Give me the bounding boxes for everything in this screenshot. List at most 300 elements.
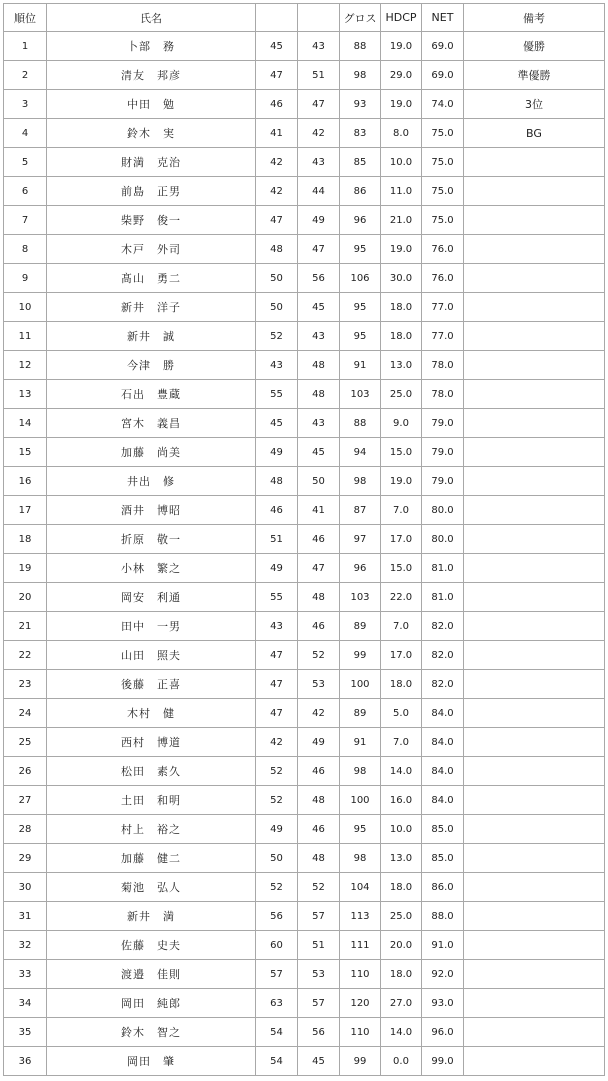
cell-out: 52: [256, 786, 298, 815]
cell-in: 46: [298, 757, 340, 786]
cell-name: 髙山 勇二: [47, 264, 256, 293]
table-row: [4, 902, 605, 931]
cell-net: 78.0: [422, 380, 464, 409]
results-body: [4, 32, 605, 1076]
cell-gross: 120: [340, 989, 381, 1018]
cell-name: 渡邉 佳則: [47, 960, 256, 989]
cell-gross: 103: [340, 583, 381, 612]
cell-net: 81.0: [422, 554, 464, 583]
cell-name: 後藤 正喜: [47, 670, 256, 699]
cell-rank: 10: [4, 293, 47, 322]
cell-gross: 83: [340, 119, 381, 148]
cell-gross: 95: [340, 322, 381, 351]
cell-out: 49: [256, 554, 298, 583]
cell-note: [464, 931, 605, 960]
cell-out: 49: [256, 438, 298, 467]
cell-in: 57: [298, 989, 340, 1018]
cell-in: 49: [298, 206, 340, 235]
cell-gross: 88: [340, 32, 381, 61]
cell-in: 48: [298, 786, 340, 815]
cell-note: [464, 583, 605, 612]
cell-name: 菊池 弘人: [47, 873, 256, 902]
cell-hdcp: 20.0: [381, 931, 422, 960]
cell-note: [464, 322, 605, 351]
cell-note: BG: [464, 119, 605, 148]
cell-gross: 96: [340, 554, 381, 583]
cell-hdcp: 22.0: [381, 583, 422, 612]
cell-in: 46: [298, 612, 340, 641]
cell-rank: 29: [4, 844, 47, 873]
cell-note: [464, 148, 605, 177]
cell-rank: 25: [4, 728, 47, 757]
cell-note: [464, 1047, 605, 1076]
cell-out: 54: [256, 1047, 298, 1076]
table-row: [4, 583, 605, 612]
cell-rank: 20: [4, 583, 47, 612]
cell-in: 56: [298, 264, 340, 293]
cell-name: 前島 正男: [47, 177, 256, 206]
cell-in: 57: [298, 902, 340, 931]
cell-net: 91.0: [422, 931, 464, 960]
cell-in: 41: [298, 496, 340, 525]
header-note: 備考: [464, 4, 605, 32]
cell-name: 土田 和明: [47, 786, 256, 815]
cell-note: [464, 641, 605, 670]
cell-net: 75.0: [422, 206, 464, 235]
cell-gross: 98: [340, 844, 381, 873]
cell-rank: 1: [4, 32, 47, 61]
cell-hdcp: 17.0: [381, 525, 422, 554]
table-row: [4, 177, 605, 206]
cell-out: 48: [256, 235, 298, 264]
cell-in: 52: [298, 641, 340, 670]
cell-net: 79.0: [422, 409, 464, 438]
cell-gross: 98: [340, 757, 381, 786]
cell-out: 43: [256, 612, 298, 641]
cell-net: 69.0: [422, 32, 464, 61]
cell-rank: 7: [4, 206, 47, 235]
cell-rank: 13: [4, 380, 47, 409]
cell-out: 47: [256, 206, 298, 235]
cell-name: 鈴木 実: [47, 119, 256, 148]
cell-gross: 91: [340, 351, 381, 380]
table-row: [4, 989, 605, 1018]
header-in: [298, 4, 340, 32]
cell-net: 82.0: [422, 641, 464, 670]
cell-hdcp: 7.0: [381, 728, 422, 757]
header-row: [4, 4, 605, 32]
cell-gross: 91: [340, 728, 381, 757]
cell-hdcp: 8.0: [381, 119, 422, 148]
table-row: [4, 612, 605, 641]
cell-gross: 100: [340, 670, 381, 699]
cell-out: 54: [256, 1018, 298, 1047]
cell-net: 79.0: [422, 438, 464, 467]
header-name: 氏名: [47, 4, 256, 32]
cell-in: 56: [298, 1018, 340, 1047]
cell-rank: 34: [4, 989, 47, 1018]
cell-gross: 103: [340, 380, 381, 409]
cell-hdcp: 16.0: [381, 786, 422, 815]
cell-net: 85.0: [422, 815, 464, 844]
cell-gross: 93: [340, 90, 381, 119]
cell-in: 47: [298, 554, 340, 583]
table-row: [4, 409, 605, 438]
cell-net: 99.0: [422, 1047, 464, 1076]
table-row: [4, 32, 605, 61]
cell-out: 57: [256, 960, 298, 989]
table-row: [4, 293, 605, 322]
cell-rank: 23: [4, 670, 47, 699]
cell-out: 63: [256, 989, 298, 1018]
cell-out: 55: [256, 380, 298, 409]
cell-name: 卜部 務: [47, 32, 256, 61]
cell-name: 新井 満: [47, 902, 256, 931]
cell-name: 柴野 俊一: [47, 206, 256, 235]
cell-out: 41: [256, 119, 298, 148]
cell-in: 48: [298, 844, 340, 873]
cell-out: 51: [256, 525, 298, 554]
cell-hdcp: 19.0: [381, 90, 422, 119]
cell-hdcp: 14.0: [381, 1018, 422, 1047]
table-row: [4, 148, 605, 177]
header-net: NET: [422, 4, 464, 32]
cell-rank: 5: [4, 148, 47, 177]
cell-rank: 27: [4, 786, 47, 815]
cell-out: 43: [256, 351, 298, 380]
cell-hdcp: 19.0: [381, 32, 422, 61]
cell-hdcp: 19.0: [381, 467, 422, 496]
cell-in: 53: [298, 670, 340, 699]
cell-rank: 30: [4, 873, 47, 902]
cell-gross: 95: [340, 235, 381, 264]
cell-name: 今津 勝: [47, 351, 256, 380]
table-row: [4, 496, 605, 525]
table-row: [4, 554, 605, 583]
cell-name: 松田 素久: [47, 757, 256, 786]
cell-net: 84.0: [422, 728, 464, 757]
cell-note: [464, 235, 605, 264]
cell-out: 42: [256, 177, 298, 206]
cell-name: 岡田 純郎: [47, 989, 256, 1018]
cell-note: [464, 554, 605, 583]
cell-hdcp: 14.0: [381, 757, 422, 786]
cell-hdcp: 18.0: [381, 873, 422, 902]
cell-net: 75.0: [422, 119, 464, 148]
cell-in: 47: [298, 90, 340, 119]
cell-gross: 99: [340, 641, 381, 670]
cell-net: 79.0: [422, 467, 464, 496]
cell-net: 84.0: [422, 699, 464, 728]
cell-hdcp: 7.0: [381, 612, 422, 641]
cell-rank: 6: [4, 177, 47, 206]
cell-rank: 11: [4, 322, 47, 351]
cell-note: [464, 525, 605, 554]
cell-note: [464, 1018, 605, 1047]
cell-gross: 89: [340, 699, 381, 728]
table-row: [4, 815, 605, 844]
cell-hdcp: 29.0: [381, 61, 422, 90]
cell-hdcp: 25.0: [381, 380, 422, 409]
cell-hdcp: 7.0: [381, 496, 422, 525]
cell-in: 51: [298, 61, 340, 90]
table-row: [4, 351, 605, 380]
cell-name: 中田 勉: [47, 90, 256, 119]
cell-net: 96.0: [422, 1018, 464, 1047]
cell-gross: 100: [340, 786, 381, 815]
cell-hdcp: 21.0: [381, 206, 422, 235]
cell-name: 西村 博道: [47, 728, 256, 757]
table-row: [4, 206, 605, 235]
cell-note: [464, 496, 605, 525]
cell-rank: 33: [4, 960, 47, 989]
cell-out: 48: [256, 467, 298, 496]
cell-rank: 22: [4, 641, 47, 670]
cell-in: 51: [298, 931, 340, 960]
cell-gross: 97: [340, 525, 381, 554]
cell-net: 92.0: [422, 960, 464, 989]
cell-out: 42: [256, 728, 298, 757]
cell-hdcp: 10.0: [381, 815, 422, 844]
table-row: [4, 322, 605, 351]
cell-gross: 111: [340, 931, 381, 960]
header-out: [256, 4, 298, 32]
cell-gross: 110: [340, 960, 381, 989]
cell-out: 52: [256, 873, 298, 902]
cell-name: 山田 照夫: [47, 641, 256, 670]
cell-note: [464, 409, 605, 438]
cell-rank: 14: [4, 409, 47, 438]
cell-out: 52: [256, 757, 298, 786]
cell-hdcp: 10.0: [381, 148, 422, 177]
cell-rank: 12: [4, 351, 47, 380]
cell-rank: 4: [4, 119, 47, 148]
cell-name: 加藤 健二: [47, 844, 256, 873]
cell-rank: 21: [4, 612, 47, 641]
cell-note: [464, 989, 605, 1018]
cell-note: [464, 351, 605, 380]
table-row: [4, 525, 605, 554]
cell-rank: 16: [4, 467, 47, 496]
cell-gross: 94: [340, 438, 381, 467]
cell-net: 75.0: [422, 148, 464, 177]
table-row: [4, 786, 605, 815]
cell-net: 88.0: [422, 902, 464, 931]
cell-hdcp: 15.0: [381, 438, 422, 467]
cell-rank: 17: [4, 496, 47, 525]
cell-rank: 8: [4, 235, 47, 264]
cell-gross: 89: [340, 612, 381, 641]
cell-hdcp: 27.0: [381, 989, 422, 1018]
cell-in: 50: [298, 467, 340, 496]
cell-note: [464, 467, 605, 496]
cell-note: [464, 960, 605, 989]
cell-rank: 26: [4, 757, 47, 786]
cell-note: [464, 844, 605, 873]
cell-rank: 24: [4, 699, 47, 728]
cell-in: 43: [298, 148, 340, 177]
results-table: [3, 3, 605, 1076]
cell-in: 45: [298, 1047, 340, 1076]
cell-note: 準優勝: [464, 61, 605, 90]
cell-note: [464, 612, 605, 641]
table-row: [4, 119, 605, 148]
cell-note: [464, 264, 605, 293]
cell-name: 木戸 外司: [47, 235, 256, 264]
cell-rank: 32: [4, 931, 47, 960]
cell-name: 酒井 博昭: [47, 496, 256, 525]
cell-in: 47: [298, 235, 340, 264]
cell-hdcp: 13.0: [381, 844, 422, 873]
table-row: [4, 931, 605, 960]
cell-out: 46: [256, 496, 298, 525]
cell-out: 47: [256, 641, 298, 670]
table-row: [4, 873, 605, 902]
cell-name: 石出 豊蔵: [47, 380, 256, 409]
cell-gross: 87: [340, 496, 381, 525]
cell-in: 43: [298, 322, 340, 351]
table-row: [4, 235, 605, 264]
cell-rank: 28: [4, 815, 47, 844]
cell-hdcp: 9.0: [381, 409, 422, 438]
cell-hdcp: 17.0: [381, 641, 422, 670]
cell-name: 村上 裕之: [47, 815, 256, 844]
cell-in: 49: [298, 728, 340, 757]
cell-name: 加藤 尚美: [47, 438, 256, 467]
cell-out: 55: [256, 583, 298, 612]
cell-in: 53: [298, 960, 340, 989]
cell-out: 50: [256, 844, 298, 873]
table-row: [4, 728, 605, 757]
cell-name: 佐藤 史夫: [47, 931, 256, 960]
cell-name: 井出 修: [47, 467, 256, 496]
cell-out: 42: [256, 148, 298, 177]
cell-rank: 36: [4, 1047, 47, 1076]
cell-net: 84.0: [422, 757, 464, 786]
table-row: [4, 670, 605, 699]
cell-hdcp: 19.0: [381, 235, 422, 264]
cell-hdcp: 18.0: [381, 293, 422, 322]
cell-net: 82.0: [422, 612, 464, 641]
cell-net: 93.0: [422, 989, 464, 1018]
table-row: [4, 699, 605, 728]
cell-gross: 85: [340, 148, 381, 177]
cell-net: 82.0: [422, 670, 464, 699]
cell-note: 優勝: [464, 32, 605, 61]
cell-gross: 95: [340, 293, 381, 322]
table-row: [4, 844, 605, 873]
cell-rank: 9: [4, 264, 47, 293]
cell-name: 宮木 義昌: [47, 409, 256, 438]
cell-in: 48: [298, 380, 340, 409]
cell-net: 69.0: [422, 61, 464, 90]
table-row: [4, 438, 605, 467]
cell-out: 45: [256, 32, 298, 61]
cell-name: 小林 繁之: [47, 554, 256, 583]
table-row: [4, 960, 605, 989]
table-row: [4, 264, 605, 293]
cell-net: 81.0: [422, 583, 464, 612]
cell-note: [464, 177, 605, 206]
cell-net: 76.0: [422, 264, 464, 293]
cell-out: 45: [256, 409, 298, 438]
cell-hdcp: 11.0: [381, 177, 422, 206]
cell-note: [464, 206, 605, 235]
cell-in: 42: [298, 119, 340, 148]
cell-name: 新井 誠: [47, 322, 256, 351]
cell-name: 岡田 肇: [47, 1047, 256, 1076]
cell-in: 43: [298, 32, 340, 61]
header-rank: 順位: [4, 4, 47, 32]
table-row: [4, 757, 605, 786]
cell-gross: 88: [340, 409, 381, 438]
cell-out: 56: [256, 902, 298, 931]
cell-note: [464, 728, 605, 757]
cell-hdcp: 13.0: [381, 351, 422, 380]
cell-gross: 98: [340, 61, 381, 90]
cell-rank: 18: [4, 525, 47, 554]
cell-hdcp: 18.0: [381, 670, 422, 699]
cell-in: 45: [298, 293, 340, 322]
cell-gross: 99: [340, 1047, 381, 1076]
cell-gross: 95: [340, 815, 381, 844]
cell-net: 77.0: [422, 322, 464, 351]
cell-out: 47: [256, 61, 298, 90]
cell-gross: 106: [340, 264, 381, 293]
cell-rank: 2: [4, 61, 47, 90]
cell-in: 48: [298, 583, 340, 612]
cell-in: 46: [298, 815, 340, 844]
cell-gross: 113: [340, 902, 381, 931]
cell-note: [464, 757, 605, 786]
cell-name: 財満 克治: [47, 148, 256, 177]
table-row: [4, 467, 605, 496]
cell-name: 清友 邦彦: [47, 61, 256, 90]
cell-rank: 31: [4, 902, 47, 931]
cell-name: 鈴木 智之: [47, 1018, 256, 1047]
cell-out: 60: [256, 931, 298, 960]
header-hdcp: HDCP: [381, 4, 422, 32]
cell-net: 80.0: [422, 525, 464, 554]
cell-in: 42: [298, 699, 340, 728]
cell-in: 45: [298, 438, 340, 467]
cell-rank: 3: [4, 90, 47, 119]
cell-name: 木村 健: [47, 699, 256, 728]
cell-name: 田中 一男: [47, 612, 256, 641]
cell-in: 52: [298, 873, 340, 902]
cell-rank: 15: [4, 438, 47, 467]
table-row: [4, 1018, 605, 1047]
cell-out: 49: [256, 815, 298, 844]
cell-name: 折原 敬一: [47, 525, 256, 554]
cell-net: 77.0: [422, 293, 464, 322]
cell-out: 52: [256, 322, 298, 351]
cell-hdcp: 0.0: [381, 1047, 422, 1076]
cell-name: 新井 洋子: [47, 293, 256, 322]
cell-note: [464, 902, 605, 931]
cell-hdcp: 5.0: [381, 699, 422, 728]
cell-net: 74.0: [422, 90, 464, 119]
cell-gross: 96: [340, 206, 381, 235]
cell-net: 76.0: [422, 235, 464, 264]
cell-note: [464, 670, 605, 699]
cell-note: [464, 293, 605, 322]
cell-note: [464, 699, 605, 728]
cell-net: 80.0: [422, 496, 464, 525]
cell-hdcp: 18.0: [381, 322, 422, 351]
cell-in: 43: [298, 409, 340, 438]
cell-net: 78.0: [422, 351, 464, 380]
